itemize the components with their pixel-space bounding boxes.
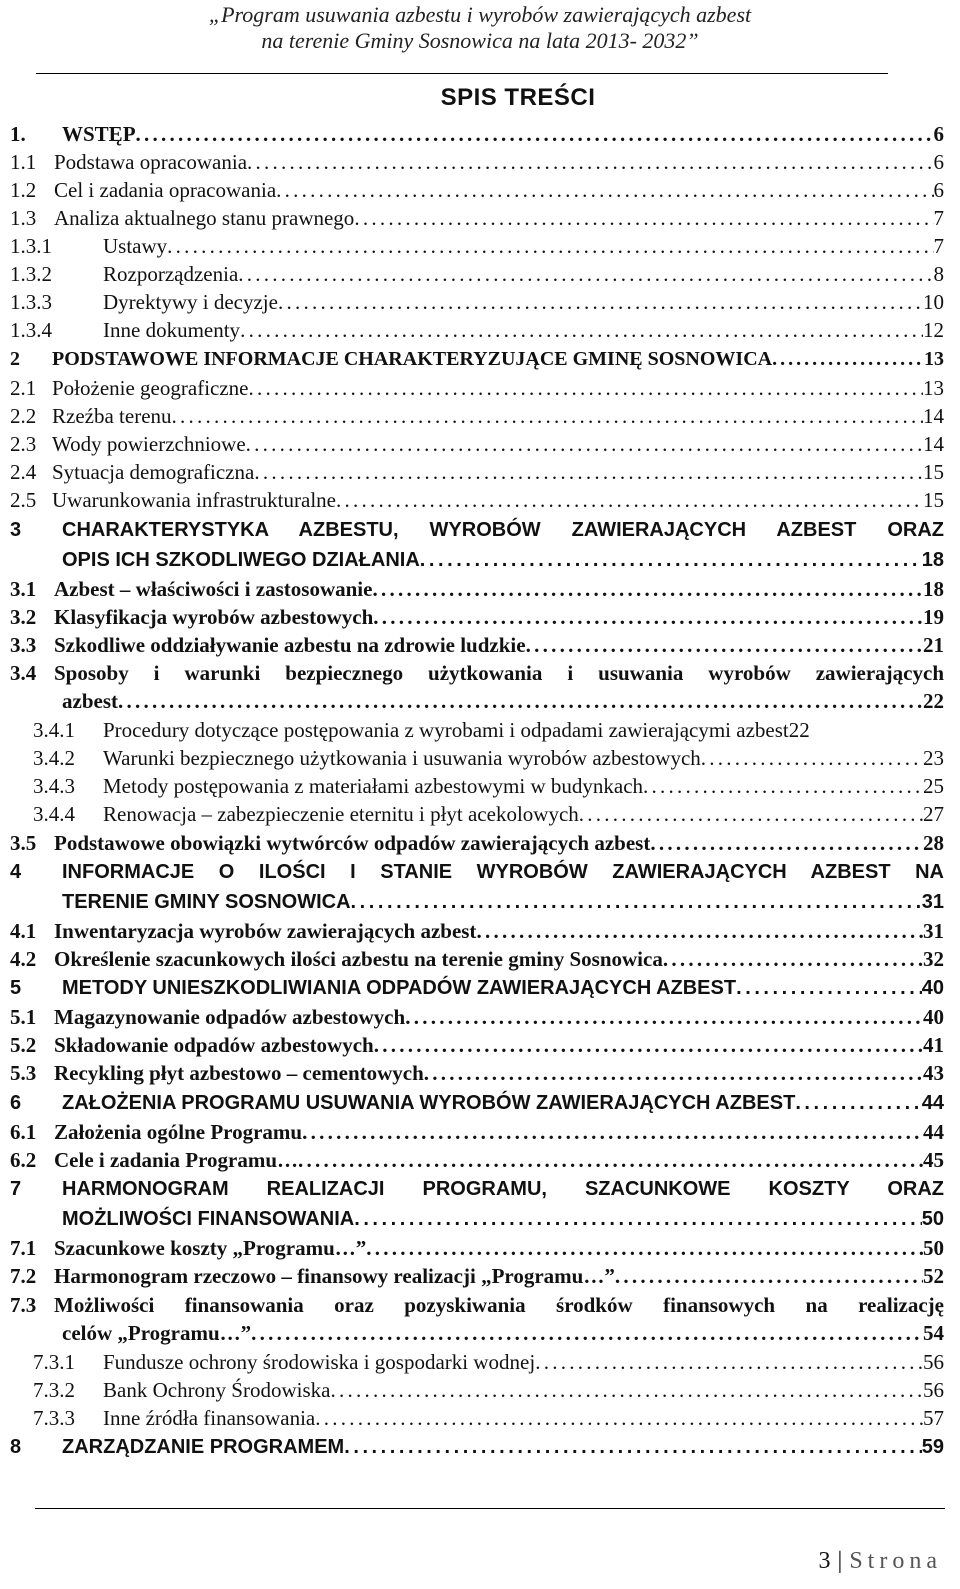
toc-number: 6.2 [10,1148,37,1172]
toc-text: PODSTAWOWE INFORMACJE CHARAKTERYZUJĄCE GMINĘ SOSNOWICA [52,348,773,370]
toc-number: 5 [10,977,22,999]
toc-text: Renowacja – zabezpieczenie eternitu i płyt acekolowych [103,802,579,826]
toc-number: 6.1 [10,1120,37,1144]
toc-text: Położenie geograficzne [52,376,249,400]
toc-number: 1.3 [10,206,37,230]
toc-page: 59 [921,1436,944,1458]
toc-leader [526,631,923,659]
toc-number: 7.3.2 [33,1378,75,1402]
toc-text: Inne dokumenty [103,318,241,342]
page-footer [819,1548,942,1575]
document-header [0,2,960,54]
toc-page: 28 [923,831,944,855]
toc-page: 23 [923,746,944,770]
toc-leader [354,204,933,232]
toc-text: Możliwości finansowania oraz pozyskiwania środków finansowych na realizację [54,1293,944,1317]
toc-leader [701,744,923,772]
toc-text: Procedury dotyczące postępowania z wyrobami i odpadami zawierającymi azbest [103,718,789,742]
toc-leader [405,1003,923,1031]
toc-page: 25 [923,774,944,798]
toc-leader [772,345,924,373]
toc-number: 1.1 [10,150,37,174]
toc-page: 14 [923,432,944,456]
toc-entry[interactable] [33,1348,944,1376]
toc-entry[interactable] [10,120,944,148]
toc-entry[interactable] [62,546,944,574]
header-line-2: na terenie Gminy Sosnowica na lata 2013- 2032” [261,28,699,53]
toc-leader [374,1031,923,1059]
toc-page: 50 [921,1208,944,1230]
toc-number: 3.1 [10,577,37,601]
footer-rule [35,1508,945,1509]
toc-page: 19 [923,605,944,629]
toc-entry[interactable] [10,1059,944,1087]
toc-leader [254,458,923,486]
toc-entry[interactable] [10,1262,944,1290]
toc-number: 4.1 [10,919,37,943]
toc-leader [650,829,923,857]
footer-label: Strona [849,1548,942,1574]
toc-entry[interactable] [10,974,944,1002]
toc-page: 21 [923,633,944,657]
toc-entry[interactable] [10,917,944,945]
toc-text: Inne źródła finansowania [103,1406,316,1430]
toc-leader [240,316,923,344]
toc-text: Recykling płyt azbestowo – cementowych [54,1061,424,1085]
toc-entry[interactable] [33,716,944,744]
toc-entry[interactable] [10,945,944,973]
toc-page: 12 [923,318,944,342]
toc-page: 6 [933,150,944,174]
toc-page: 7 [933,234,944,258]
toc-entry[interactable] [10,402,944,430]
toc-number: 1.3.4 [10,318,52,342]
toc-entry[interactable] [10,1234,944,1262]
toc-text: Analiza aktualnego stanu prawnego [54,206,355,230]
toc-entry[interactable] [10,458,944,486]
toc-entry-line-1[interactable] [10,1291,944,1319]
toc-page: 13 [923,376,944,400]
toc-text: Podstawowe obowiązki wytwórców odpadów zawierających azbest [54,831,651,855]
toc-entry[interactable] [33,744,944,772]
toc-leader [315,1404,923,1432]
toc-number: 7.3.1 [33,1350,75,1374]
toc-entry[interactable] [10,1031,944,1059]
toc-page: 54 [923,1321,944,1345]
toc-number: 3.5 [10,831,37,855]
header-line-1: „Program usuwania azbestu i wyrobów zawierających azbest [208,2,752,27]
toc-entry[interactable] [10,603,944,631]
toc-text: Uwarunkowania infrastrukturalne [52,488,336,512]
toc-text: azbest [62,689,118,713]
toc-page: 40 [923,1005,944,1029]
toc-entry[interactable] [33,1376,944,1404]
toc-page: 31 [923,919,944,943]
toc-leader [298,1146,923,1174]
toc-entry[interactable] [33,800,944,828]
toc-number: 2.4 [10,460,37,484]
toc-entry[interactable] [10,316,944,344]
toc-page: 22 [923,689,944,713]
toc-text: Rozporządzenia [103,262,239,286]
toc-entry[interactable] [10,1146,944,1174]
toc-text: METODY UNIESZKODLIWIANIA ODPADÓW ZAWIERAJĄCYCH AZBEST [62,977,737,999]
toc-entry[interactable] [33,772,944,800]
toc-number: 3.4.1 [33,718,75,742]
toc-text: Szkodliwe oddziaływanie azbestu na zdrowie ludzkie [54,633,526,657]
toc-entry[interactable] [10,486,944,514]
toc-text: Azbest – właściwości i zastosowanie [54,577,373,601]
toc-text: Magazynowanie odpadów azbestowych [54,1005,406,1029]
toc-number: 1.3.1 [10,234,52,258]
toc-number: 3.4.2 [33,746,75,770]
toc-leader [172,402,923,430]
toc-entry[interactable] [10,631,944,659]
toc-page: 6 [933,178,944,202]
toc-number: 7.3.3 [33,1406,75,1430]
toc-page: 27 [923,802,944,826]
toc-text: Składowanie odpadów azbestowych [54,1033,374,1057]
toc-entry[interactable] [10,829,944,857]
toc-page: 31 [921,891,944,913]
toc-page: 40 [921,977,944,999]
toc-number: 6 [10,1092,22,1114]
toc-page: 44 [921,1092,944,1114]
toc-text: Podstawa opracowania [54,150,248,174]
toc-page: 41 [923,1033,944,1057]
toc-entry[interactable] [10,345,944,373]
toc-text: Harmonogram rzeczowo – finansowy realizacji „Programu…” [54,1264,615,1288]
toc-number: 7 [10,1178,22,1200]
toc-number: 7.1 [10,1236,37,1260]
toc-page: 56 [923,1378,944,1402]
toc-number: 1.3.3 [10,290,52,314]
toc-text: Dyrektywy i decyzje [103,290,278,314]
toc-leader [351,888,922,916]
toc-entry[interactable] [10,148,944,176]
toc-leader [238,260,933,288]
toc-text: Fundusze ochrony środowiska i gospodarki wodnej [103,1350,536,1374]
toc-leader [276,176,933,204]
toc-entry[interactable] [10,1433,944,1461]
toc-entry[interactable] [10,1003,944,1031]
toc-page: 13 [924,348,944,370]
toc-page: 22 [788,718,810,742]
toc-leader [136,120,934,148]
page-title: SPIS TREŚCI [440,84,596,111]
toc-leader [476,917,923,945]
toc-page: 8 [933,262,944,286]
toc-entry[interactable] [62,687,944,715]
toc-text: Klasyfikacja wyrobów azbestowych [54,605,374,629]
toc-text: Szacunkowe koszty „Programu…” [54,1236,367,1260]
toc-entry[interactable] [10,575,944,603]
toc-entry[interactable] [62,1319,944,1347]
toc-page: 6 [933,122,944,146]
toc-leader [354,1205,922,1233]
toc-leader [249,374,924,402]
toc-text: Ustawy [103,234,168,258]
toc-text: Inwentaryzacja wyrobów zawierających azbest [54,919,477,943]
toc-entry[interactable] [10,430,944,458]
toc-text: Sposoby i warunki bezpiecznego użytkowania i usuwania wyrobów zawierających [54,661,944,685]
toc-number: 8 [10,1436,22,1458]
toc-page: 57 [923,1406,944,1430]
toc-leader [246,430,923,458]
toc-leader [643,772,923,800]
toc-leader [424,1059,923,1087]
toc-number: 3.3 [10,633,37,657]
toc-number: 4.2 [10,947,37,971]
toc-number: 2.1 [10,376,37,400]
toc-text: INFORMACJE O ILOŚCI I STANIE WYROBÓW ZAWIERAJĄCYCH AZBEST NA [62,861,944,883]
toc-number: 5.2 [10,1033,37,1057]
toc-leader [366,1234,923,1262]
toc-leader [615,1262,923,1290]
toc-entry[interactable] [10,1118,944,1146]
toc-leader [302,1118,923,1146]
toc-page: 45 [923,1148,944,1172]
toc-text: Cel i zadania opracowania [54,178,277,202]
toc-text: Metody postępowania z materiałami azbestowymi w budynkach [103,774,644,798]
toc-leader [344,1433,922,1461]
toc-number: 4 [10,861,22,883]
toc-text: WSTĘP [62,122,136,146]
footer-separator: | [837,1548,844,1574]
toc-leader [330,1376,923,1404]
toc-number: 2 [10,348,20,370]
toc-page: 52 [923,1264,944,1288]
toc-page: 10 [923,290,944,314]
toc-leader [167,232,933,260]
toc-leader [118,687,923,715]
toc-number: 5.1 [10,1005,37,1029]
toc-page: 43 [923,1061,944,1085]
toc-number: 3 [10,519,22,541]
toc-number: 2.5 [10,488,37,512]
toc-number: 3.4.4 [33,802,75,826]
toc-entry[interactable] [10,260,944,288]
toc-text: Warunki bezpiecznego użytkowania i usuwania wyrobów azbestowych [103,746,701,770]
toc-number: 1. [10,122,26,146]
toc-entry[interactable] [62,888,944,916]
toc-text: celów „Programu…” [62,1321,252,1345]
toc-entry[interactable] [33,1404,944,1432]
toc-number: 2.3 [10,432,37,456]
toc-number: 5.3 [10,1061,37,1085]
toc-page: 18 [921,549,944,571]
toc-text: ZARZĄDZANIE PROGRAMEM [62,1436,345,1458]
toc-text: Określenie szacunkowych ilości azbestu na terenie gminy Sosnowica [54,947,663,971]
toc-entry-line-1[interactable] [10,516,944,544]
toc-entry[interactable] [10,176,944,204]
toc-text: MOŻLIWOŚCI FINANSOWANIA [62,1208,355,1230]
toc-text: Sytuacja demograficzna [52,460,255,484]
toc-entry[interactable] [10,288,944,316]
toc-text: ZAŁOŻENIA PROGRAMU USUWANIA WYROBÓW ZAWIERAJĄCYCH AZBEST [62,1092,796,1114]
toc-page: 50 [923,1236,944,1260]
toc-number: 7.3 [10,1293,37,1317]
toc-number: 2.2 [10,404,37,428]
toc-entry-line-1[interactable] [10,858,944,886]
toc-entry[interactable] [62,1205,944,1233]
toc-entry-line-1[interactable] [10,659,944,687]
toc-leader [336,486,923,514]
toc-text: TERENIE GMINY SOSNOWICA [62,891,351,913]
toc-text: Założenia ogólne Programu [54,1120,303,1144]
toc-text: Cele i zadania Programu… [54,1148,299,1172]
toc-leader [372,575,923,603]
toc-number: 1.2 [10,178,37,202]
toc-number: 1.3.2 [10,262,52,286]
toc-page: 18 [923,577,944,601]
toc-entry[interactable] [10,204,944,232]
toc-leader [535,1348,923,1376]
toc-leader [795,1089,921,1117]
toc-number: 7.2 [10,1264,37,1288]
toc-text: OPIS ICH SZKODLIWEGO DZIAŁANIA [62,549,420,571]
toc-entry-line-1[interactable] [10,1175,944,1203]
toc-text: HARMONOGRAM REALIZACJI PROGRAMU, SZACUNKOWE KOSZTY ORAZ [62,1178,944,1200]
toc-leader [579,800,923,828]
footer-page-number: 3 [818,1548,832,1574]
toc-entry[interactable] [10,374,944,402]
toc-page: 15 [923,488,944,512]
toc-leader [663,945,923,973]
header-rule [36,73,888,74]
toc-leader [736,974,922,1002]
toc-entry[interactable] [10,1089,944,1117]
toc-text: Wody powierzchniowe [52,432,246,456]
toc-number: 3.4 [10,661,37,685]
toc-number: 3.4.3 [33,774,75,798]
toc-page: 14 [923,404,944,428]
toc-leader [373,603,923,631]
toc-number: 3.2 [10,605,37,629]
toc-page: 7 [933,206,944,230]
toc-page: 44 [923,1120,944,1144]
toc-entry[interactable] [10,232,944,260]
toc-leader [420,546,922,574]
toc-text: Bank Ochrony Środowiska [103,1378,331,1402]
toc-page: 56 [923,1350,944,1374]
toc-text: Rzeźba terenu [52,404,172,428]
toc-text: CHARAKTERYSTYKA AZBESTU, WYROBÓW ZAWIERAJĄCYCH AZBEST ORAZ [62,519,944,541]
toc-leader [278,288,923,316]
toc-leader [251,1319,923,1347]
toc-leader [247,148,933,176]
toc-page: 32 [923,947,944,971]
toc-page: 15 [923,460,944,484]
